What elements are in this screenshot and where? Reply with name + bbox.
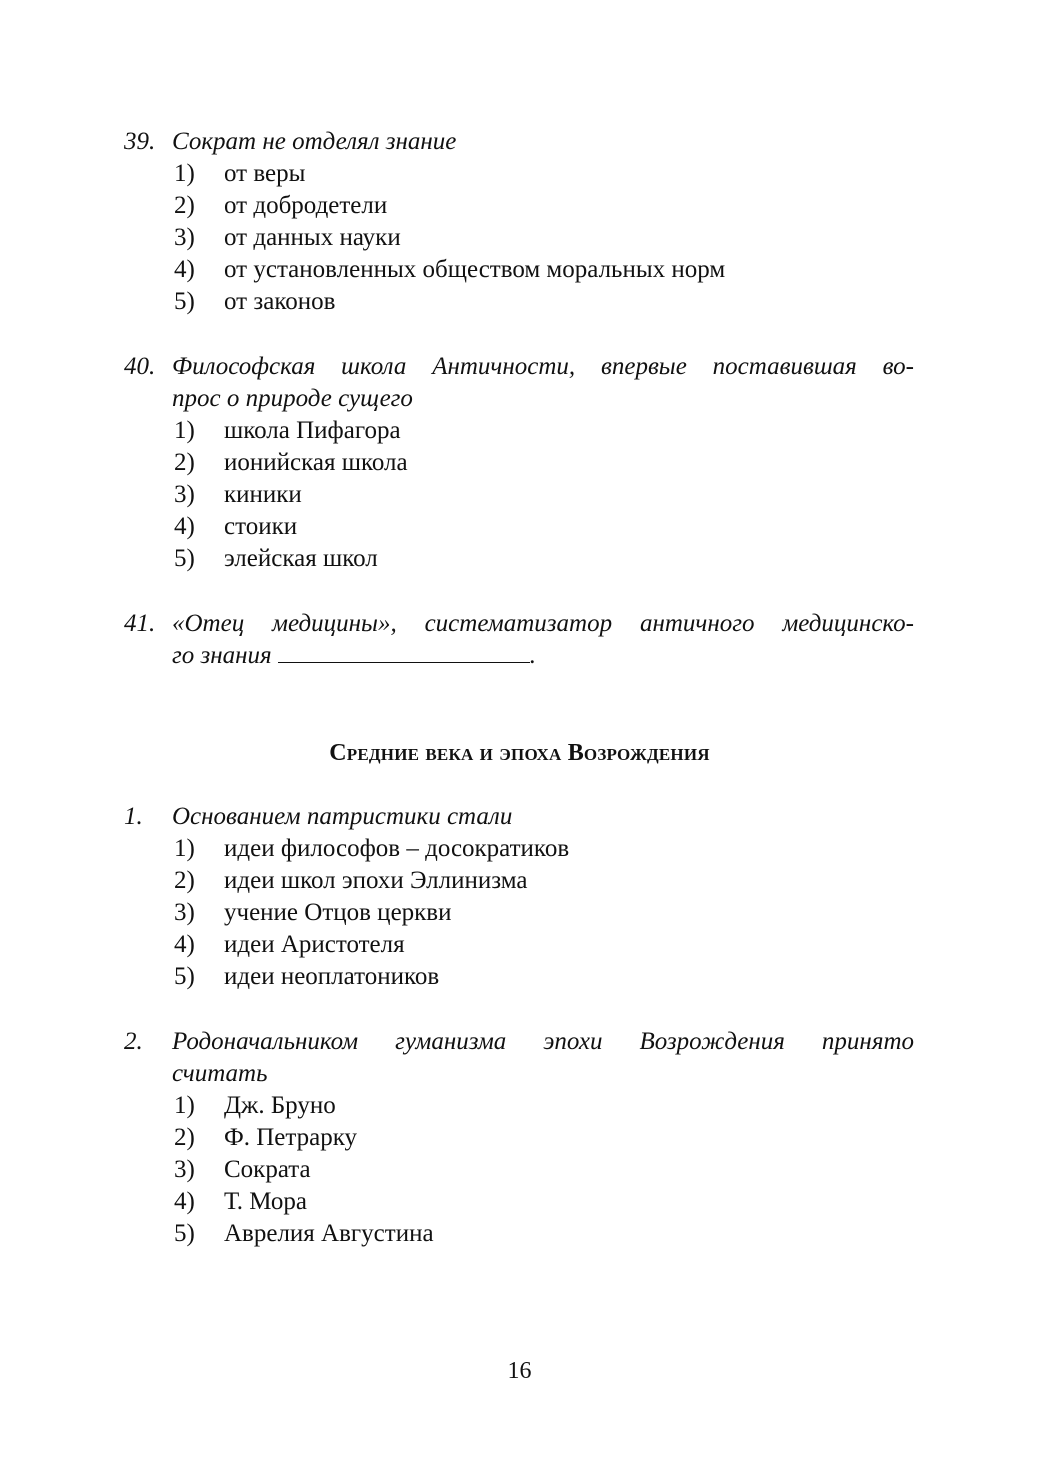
option-number: 2) [174,867,195,894]
question-prompt [124,608,914,672]
option-number: 5) [174,963,195,990]
question-prompt [124,126,914,158]
option-number: 4) [174,931,195,958]
question-number: 39. [124,128,156,155]
answer-blank-line [278,640,530,663]
option-number: 5) [174,288,195,315]
option-text: Сократа [224,1156,311,1183]
answer-option [174,511,914,543]
question-number: 2. [124,1028,143,1055]
question-text [172,351,914,415]
question-prompt [124,1026,914,1090]
option-text: идеи неоплатоников [224,963,440,990]
option-number: 5) [174,1220,195,1247]
option-number: 1) [174,417,195,444]
question-40 [124,351,914,575]
answer-option [174,1154,914,1186]
question-1 [124,801,914,993]
answer-options [124,158,914,318]
question-2 [124,1026,914,1250]
question-text-start: го знания [172,642,272,669]
question-number: 41. [124,610,156,637]
question-text-line-1: Философская школа Античности, впервые поставившая во- [172,353,914,380]
question-text-end: . [529,642,536,669]
question-text-line-2: прос о природе сущего [172,385,413,412]
answer-option [174,158,914,190]
section-title: Средние века и эпоха Возрождения [329,740,710,766]
option-number: 2) [174,1124,195,1151]
question-text-line-2 [172,640,914,672]
question-text-line-1: «Отец медицины», систематизатор античного медицинско- [172,610,914,637]
question-text: Основанием патристики стали [172,803,513,830]
answer-option [174,1090,914,1122]
question-prompt [124,351,914,415]
option-number: 4) [174,513,195,540]
answer-option [174,190,914,222]
question-text-line-2: считать [172,1060,268,1087]
page-number: 16 [507,1358,532,1384]
option-number: 3) [174,1156,195,1183]
option-number: 3) [174,899,195,926]
question-39 [124,126,914,318]
answer-option [174,865,914,897]
answer-option [174,254,914,286]
question-text [172,608,914,672]
answer-option [174,447,914,479]
option-number: 4) [174,1188,195,1215]
option-number: 3) [174,224,195,251]
option-text: от законов [224,288,336,315]
question-text [172,1026,914,1090]
option-number: 1) [174,835,195,862]
option-text: Аврелия Августина [224,1220,434,1247]
question-number: 1. [124,803,143,830]
answer-options [124,1090,914,1250]
answer-option [174,897,914,929]
option-number: 2) [174,449,195,476]
answer-option [174,929,914,961]
answer-option [174,1122,914,1154]
option-text: учение Отцов церкви [224,899,452,926]
answer-option [174,1186,914,1218]
option-text: от добродетели [224,192,388,219]
question-41 [124,608,914,672]
option-text: идеи школ эпохи Эллинизма [224,867,528,894]
answer-option [174,415,914,447]
option-text: от установленных обществом моральных норм [224,256,726,283]
option-text: элейская школ [224,545,378,572]
option-text: школа Пифагора [224,417,401,444]
answer-option [174,961,914,993]
option-number: 1) [174,160,195,187]
question-text-line-1: Родоначальником гуманизма эпохи Возрождения принято [172,1028,914,1055]
option-text: Т. Мора [224,1188,307,1215]
question-number: 40. [124,353,156,380]
question-prompt [124,801,914,833]
option-text: от данных науки [224,224,401,251]
option-number: 3) [174,481,195,508]
option-text: идеи Аристотеля [224,931,405,958]
answer-option [174,479,914,511]
option-text: Дж. Бруно [224,1092,336,1119]
option-number: 2) [174,192,195,219]
answer-option [174,222,914,254]
option-text: Ф. Петрарку [224,1124,358,1151]
option-number: 1) [174,1092,195,1119]
answer-options [124,833,914,993]
option-text: киники [224,481,302,508]
answer-option [174,833,914,865]
option-text: стоики [224,513,298,540]
question-text: Сократ не отделял знание [172,128,457,155]
option-number: 4) [174,256,195,283]
option-text: ионийская школа [224,449,408,476]
option-text: идеи философов – досократиков [224,835,570,862]
option-text: от веры [224,160,306,187]
answer-option [174,543,914,575]
option-number: 5) [174,545,195,572]
answer-options [124,415,914,575]
answer-option [174,1218,914,1250]
answer-option [174,286,914,318]
